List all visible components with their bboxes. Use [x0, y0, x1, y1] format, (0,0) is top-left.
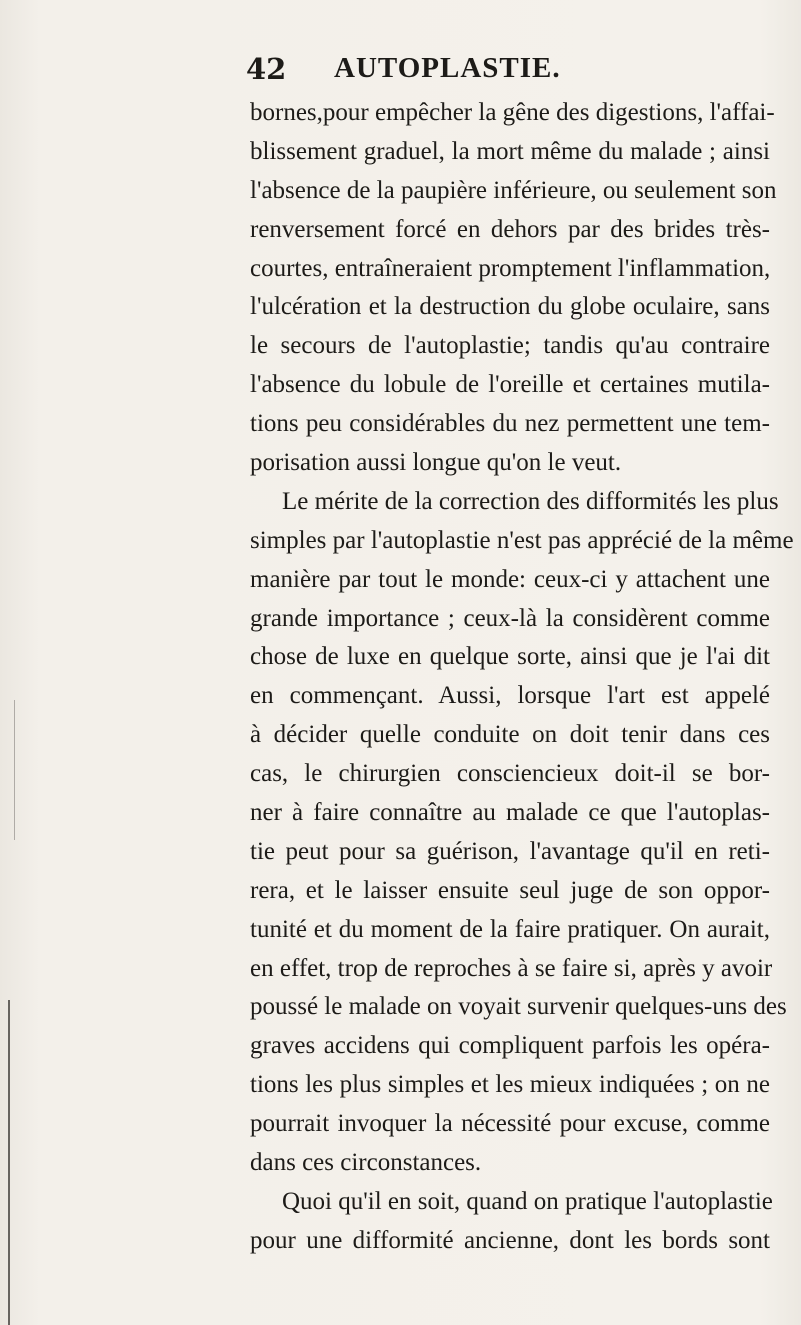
running-head: AUTOPLASTIE. — [334, 52, 561, 84]
text-line: pourrait invoquer la nécessité pour excuse, comme — [250, 1110, 770, 1138]
text-line: tie peut pour sa guérison, l'avantage qu'il en reti- — [250, 837, 770, 865]
binding-edge-shadow — [8, 1000, 10, 1325]
text-line: à décider quelle conduite on doit tenir dans ces — [250, 721, 770, 749]
text-line: rera, et le laisser ensuite seul juge de son oppor- — [250, 876, 770, 904]
text-line: tions les plus simples et les mieux indiquées ; on ne — [250, 1071, 770, 1099]
text-line: en effet, trop de reproches à se faire si, après y avoir — [250, 954, 773, 982]
text-line: chose de luxe en quelque sorte, ainsi que je l'ai dit — [250, 643, 770, 671]
text-line: graves accidens qui compliquent parfois les opéra- — [250, 1032, 770, 1060]
page-number: 42 — [246, 52, 287, 86]
text-line: renversement forcé en dehors par des brides très- — [250, 215, 770, 243]
text-line: en commençant. Aussi, lorsque l'art est appelé — [250, 682, 770, 710]
text-line: l'absence du lobule de l'oreille et certaines mutila- — [250, 371, 770, 399]
text-line: pour une difformité ancienne, dont les bords sont — [250, 1226, 770, 1254]
binding-edge-shadow — [14, 700, 15, 840]
text-line: l'ulcération et la destruction du globe oculaire, sans — [250, 293, 770, 321]
text-line: cas, le chirurgien consciencieux doit-il se bor- — [250, 760, 770, 788]
page-header — [246, 52, 766, 92]
text-line: dans ces circonstances. — [250, 1149, 482, 1177]
text-line: bornes,pour empêcher la gêne des digestions, l'affai- — [250, 99, 775, 126]
text-line: simples par l'autoplastie n'est pas apprécié de la même — [250, 526, 794, 554]
text-line: porisation aussi longue qu'on le veut. — [250, 449, 622, 477]
text-line: manière par tout le monde: ceux-ci y attachent une — [250, 565, 770, 593]
text-line: ner à faire connaître au malade ce que l'autoplas- — [250, 799, 770, 827]
text-line: l'absence de la paupière inférieure, ou seulement son — [250, 176, 777, 204]
text-line: tions peu considérables du nez permettent une tem- — [250, 410, 770, 438]
text-line: poussé le malade on voyait survenir quelques-uns des — [250, 993, 787, 1021]
text-line: le secours de l'autoplastie; tandis qu'au contraire — [250, 332, 770, 360]
text-line: Le mérite de la correction des difformités les plus — [282, 487, 779, 515]
body-text — [250, 94, 794, 1261]
text-line: tunité et du moment de la faire pratiquer. On aurait, — [250, 915, 770, 943]
text-line: Quoi qu'il en soit, quand on pratique l'autoplastie — [282, 1187, 773, 1215]
text-line: grande importance ; ceux-là la considèrent comme — [250, 604, 770, 632]
text-line: courtes, entraîneraient promptement l'inflammation, — [250, 254, 771, 282]
text-line: blissement graduel, la mort même du malade ; ainsi — [250, 137, 770, 165]
